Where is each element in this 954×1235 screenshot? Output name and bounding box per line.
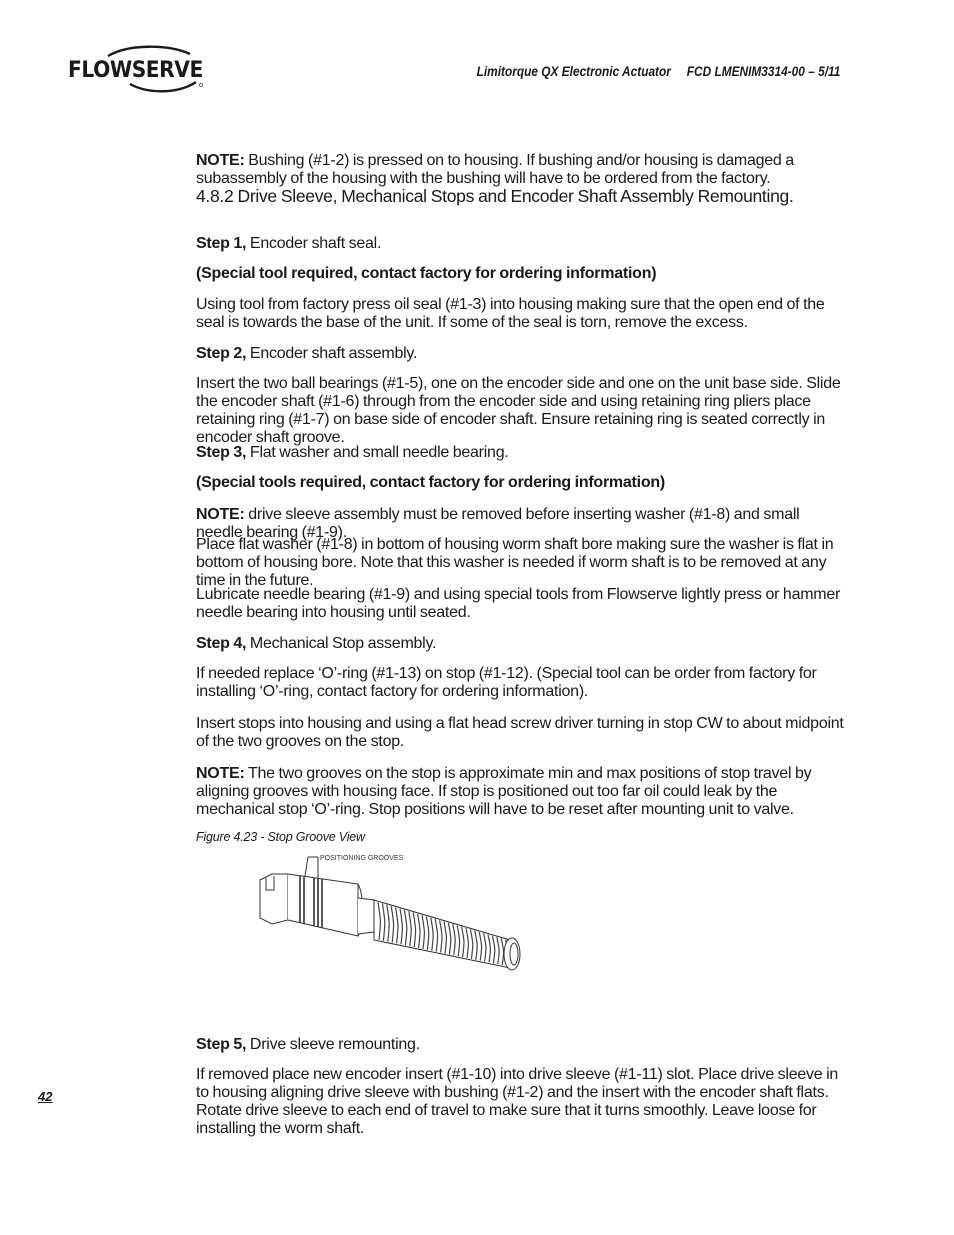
stop-shaft-drawing: [248, 844, 538, 984]
step-label: Step 4,: [196, 635, 247, 652]
page-header: [476, 64, 840, 79]
paragraph-text: If removed place new encoder insert (#1-10) into drive sleeve (#1-11) slot. Place drive sleeve in to housing aligning drive sleeve with bushing (#1-2) and the insert with the encoder shaft flats. Rotate drive sleeve to each end of travel to make sure that it turns smoothly. Leave loose for installing the worm shaft.: [196, 1066, 839, 1137]
paragraph-text: Lubricate needle bearing (#1-9) and using special tools from Flowserve lightly press or hammer needle bearing into housing until seated.: [196, 586, 841, 621]
page-number: 42: [38, 1089, 53, 1104]
note-label: NOTE:: [196, 765, 245, 782]
step-label: Step 5,: [196, 1036, 247, 1053]
step-text: Encoder shaft assembly.: [246, 345, 418, 362]
step-text: Encoder shaft seal.: [246, 235, 382, 252]
step-text: Drive sleeve remounting.: [246, 1036, 420, 1053]
section-heading: [196, 185, 844, 207]
note-label: NOTE:: [196, 152, 245, 169]
special-tool-text: (Special tools required, contact factory for ordering information): [196, 474, 665, 491]
paragraph-drive-sleeve: [196, 1050, 844, 1154]
special-tool-text: (Special tool required, contact factory for ordering information): [196, 265, 657, 282]
paragraph-text: If needed replace ‘O’-ring (#1-13) on stop (#1-12). (Special tool can be order from factory for installing ‘O’-ring, contact factory for ordering information).: [196, 665, 817, 700]
paragraph-text: Insert the two ball bearings (#1-5), one on the encoder side and one on the unit base side. Slide the encoder shaft (#1-6) through from the encoder side and using retaining ring pliers place retaining ring (#1-7) on base side of encoder shaft. Ensure retaining ring is seated correctly in encoder shaft groove.: [196, 375, 841, 446]
section-title: 4.8.2 Drive Sleeve, Mechanical Stops and Encoder Shaft Assembly Remounting.: [196, 186, 794, 206]
flowserve-logo: [68, 44, 208, 96]
step-text: Mechanical Stop assembly.: [246, 635, 437, 652]
figure-caption-text: Figure 4.23 - Stop Groove View: [196, 829, 365, 844]
paragraph-text: Insert stops into housing and using a flat head screw driver turning in stop CW to about midpoint of the two grooves on the stop.: [196, 715, 844, 750]
step-text: Flat washer and small needle bearing.: [246, 444, 509, 461]
paragraph-text: Place flat washer (#1-8) in bottom of housing worm shaft bore making sure the washer is flat in bottom of housing bore. Note that this washer is needed if worm shaft is to be removed at any time in the future.: [196, 536, 834, 589]
logo-text: FLOWSERVE: [68, 58, 203, 83]
note-label: NOTE:: [196, 506, 245, 523]
note-text: drive sleeve assembly must be removed before inserting washer (#1-8) and small needle bearing (#1-9).: [196, 506, 800, 541]
paragraph-text: Using tool from factory press oil seal (#1-3) into housing making sure that the open end of the seal is towards the base of the unit. If some of the seal is torn, remove the excess.: [196, 296, 825, 331]
header-product: Limitorque QX Electronic Actuator: [476, 64, 671, 79]
positioning-grooves-callout: POSITIONING GROOVES: [320, 855, 404, 862]
note-text: Bushing (#1-2) is pressed on to housing. If bushing and/or housing is damaged a subassembly of the housing with the bushing will have to be ordered from the factory.: [196, 152, 794, 187]
step-label: Step 3,: [196, 444, 247, 461]
stop-groove-figure: [248, 844, 538, 984]
step-label: Step 1,: [196, 235, 247, 252]
note-text: The two grooves on the stop is approximate min and max positions of stop travel by aligning grooves with housing face. If stop is positioned out too far oil could leak by the mechanical stop ‘O’-ring. Stop positions will have to be reset after mounting unit to valve.: [196, 765, 812, 818]
step-label: Step 2,: [196, 345, 247, 362]
header-doc-ref: FCD LMENIM3314-00 – 5/11: [686, 64, 840, 79]
logo-swoosh-icon: [68, 44, 208, 96]
